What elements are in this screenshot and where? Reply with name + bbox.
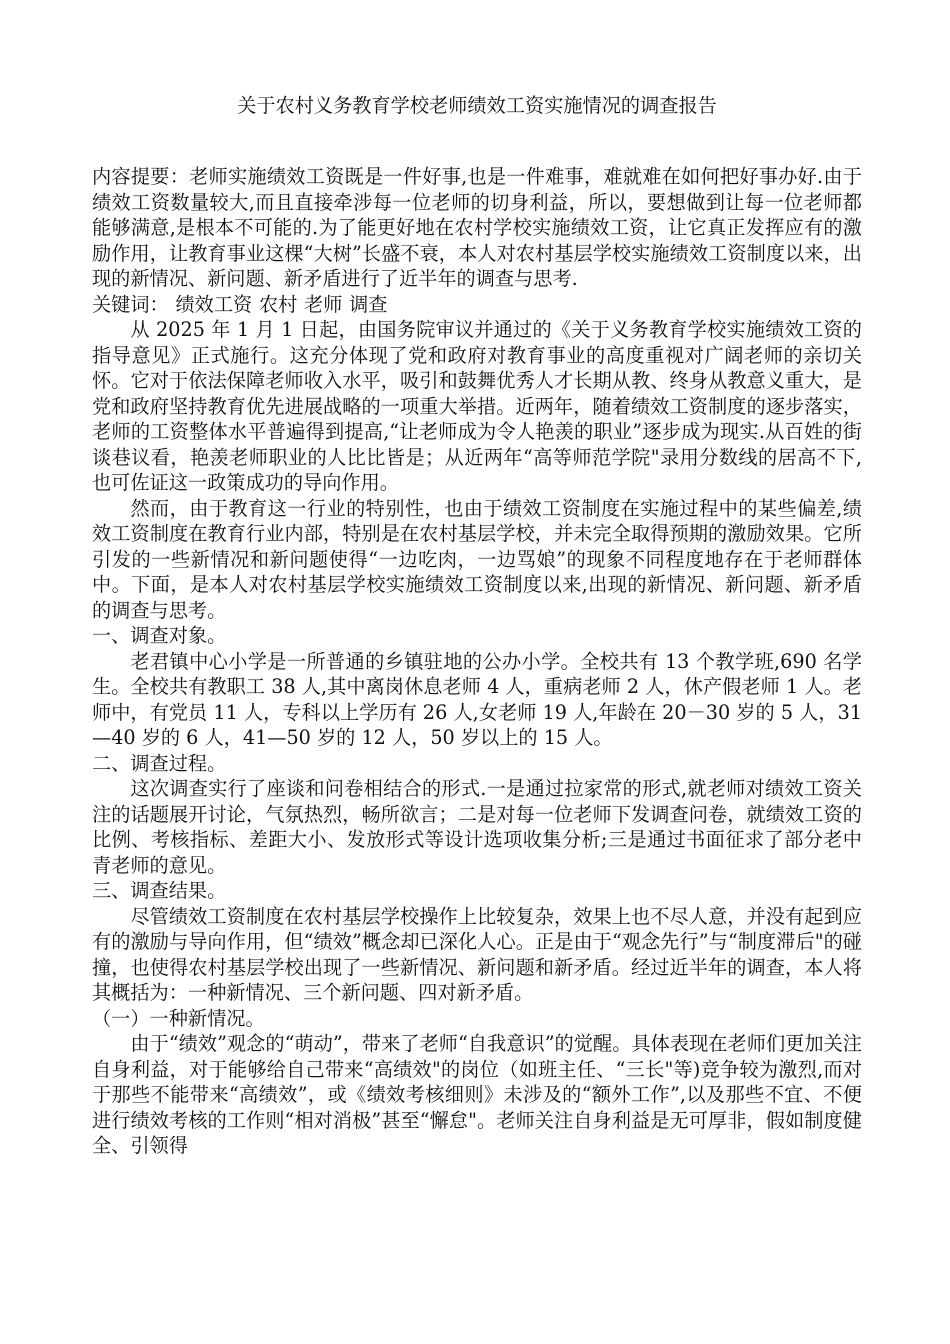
subsection-heading: （一）一种新情况。 [92, 1006, 265, 1030]
document-title: 关于农村义务教育学校老师绩效工资实施情况的调查报告 [237, 94, 717, 117]
section-heading: 三、调查结果。 [92, 879, 227, 902]
section-body: 老君镇中心小学是一所普通的乡镇驻地的公办小学。全校共有 13 个教学班,690 名学生。全校共有教职工 38 人,其中离岗休息老师 4 人，重病老师 2 人，休产假老师 1 人。老师中，有党员 11 人，专科以上学历有 26 人,女老师 19 人,年龄在 20－30 岁的 5 人，31—40 岁的 6 人，41—50 岁的 12 人，50 岁以上的 15 人。 [92, 649, 862, 749]
section-heading: 二、调查过程。 [92, 751, 227, 775]
section-heading: 一、调查对象。 [92, 624, 227, 647]
keyword: 绩效工资 [175, 292, 253, 316]
keywords-label: 关键词： [92, 292, 169, 316]
keyword: 农村 [258, 292, 298, 316]
abstract: 内容提要：老师实施绩效工资既是一件好事,也是一件难事，难就难在如何把好事办好.由于绩效工资数量较大,而且直接牵涉每一位老师的切身利益，所以，要想做到让每一位老师都能够满意,是根本不可能的.为了能更好地在农村学校实施绩效工资，让它真正发挥应有的激励作用，让教育事业这棵“大树”长盛不衰，本人对农村基层学校实施绩效工资制度以来，出现的新情况、新问题、新矛盾进行了近半年的调查与思考. [92, 165, 862, 290]
keyword: 调查 [349, 292, 388, 316]
keywords-line [92, 292, 862, 318]
section-body: 这次调查实行了座谈和问卷相结合的形式.一是通过拉家常的形式,就老师对绩效工资关注的话题展开讨论，气氛热烈，畅所欲言；二是对每一位老师下发调查问卷，就绩效工资的比例、考核指标、差距大小、发放形式等设计选项收集分析;三是通过书面征求了部分老中青老师的意见。 [92, 777, 862, 877]
section-body: 尽管绩效工资制度在农村基层学校操作上比较复杂，效果上也不尽人意，并没有起到应有的激励与导向作用，但“绩效”概念却已深化人心。正是由于“观念先行”与“制度滞后"的碰撞，也使得农村基层学校出现了一些新情况、新问题和新矛盾。经过近半年的调查，本人将其概括为：一种新情况、三个新问题、四对新矛盾。 [92, 904, 862, 1004]
subsection-body: 由于“绩效”观念的“萌动”，带来了老师“自我意识”的觉醒。具体表现在老师们更加关注自身利益，对于能够给自己带来“高绩效"的岗位（如班主任、“三长"等)竞争较为激烈,而对于那些不能带来“高绩效”，或《绩效考核细则》未涉及的“额外工作”,以及那些不宜、不便进行绩效考核的工作则“相对消极”甚至“懈怠"。老师关注自身利益是无可厚非，假如制度健全、引领得 [92, 1032, 862, 1157]
keyword: 老师 [304, 292, 343, 316]
document-page [92, 92, 862, 1159]
body-paragraph: 从 2025 年 1 月 1 日起，由国务院审议并通过的《关于义务教育学校实施绩效工资的指导意见》正式施行。这充分体现了党和政府对教育事业的高度重视对广阔老师的亲切关怀。它对于依法保障老师收入水平，吸引和鼓舞优秀人才长期从教、终身从教意义重大，是党和政府坚持教育优先进展战略的一项重大举措。近两年，随着绩效工资制度的逐步落实，老师的工资整体水平普遍得到提高,“让老师成为令人艳羡的职业”逐步成为现实.从百姓的街谈巷议看，艳羡老师职业的人比比皆是；从近两年“高等师范学院"录用分数线的居高不下,也可佐证这一政策成功的导向作用。 [92, 318, 862, 494]
body-paragraph: 然而，由于教育这一行业的特别性，也由于绩效工资制度在实施过程中的某些偏差,绩效工资制度在教育行业内部，特别是在农村基层学校，并未完全取得预期的激励效果。它所引发的一些新情况和新问题使得“一边吃肉，一边骂娘”的现象不同程度地存在于老师群体中。下面，是本人对农村基层学校实施绩效工资制度以来,出现的新情况、新问题、新矛盾的调查与思考。 [92, 496, 862, 622]
